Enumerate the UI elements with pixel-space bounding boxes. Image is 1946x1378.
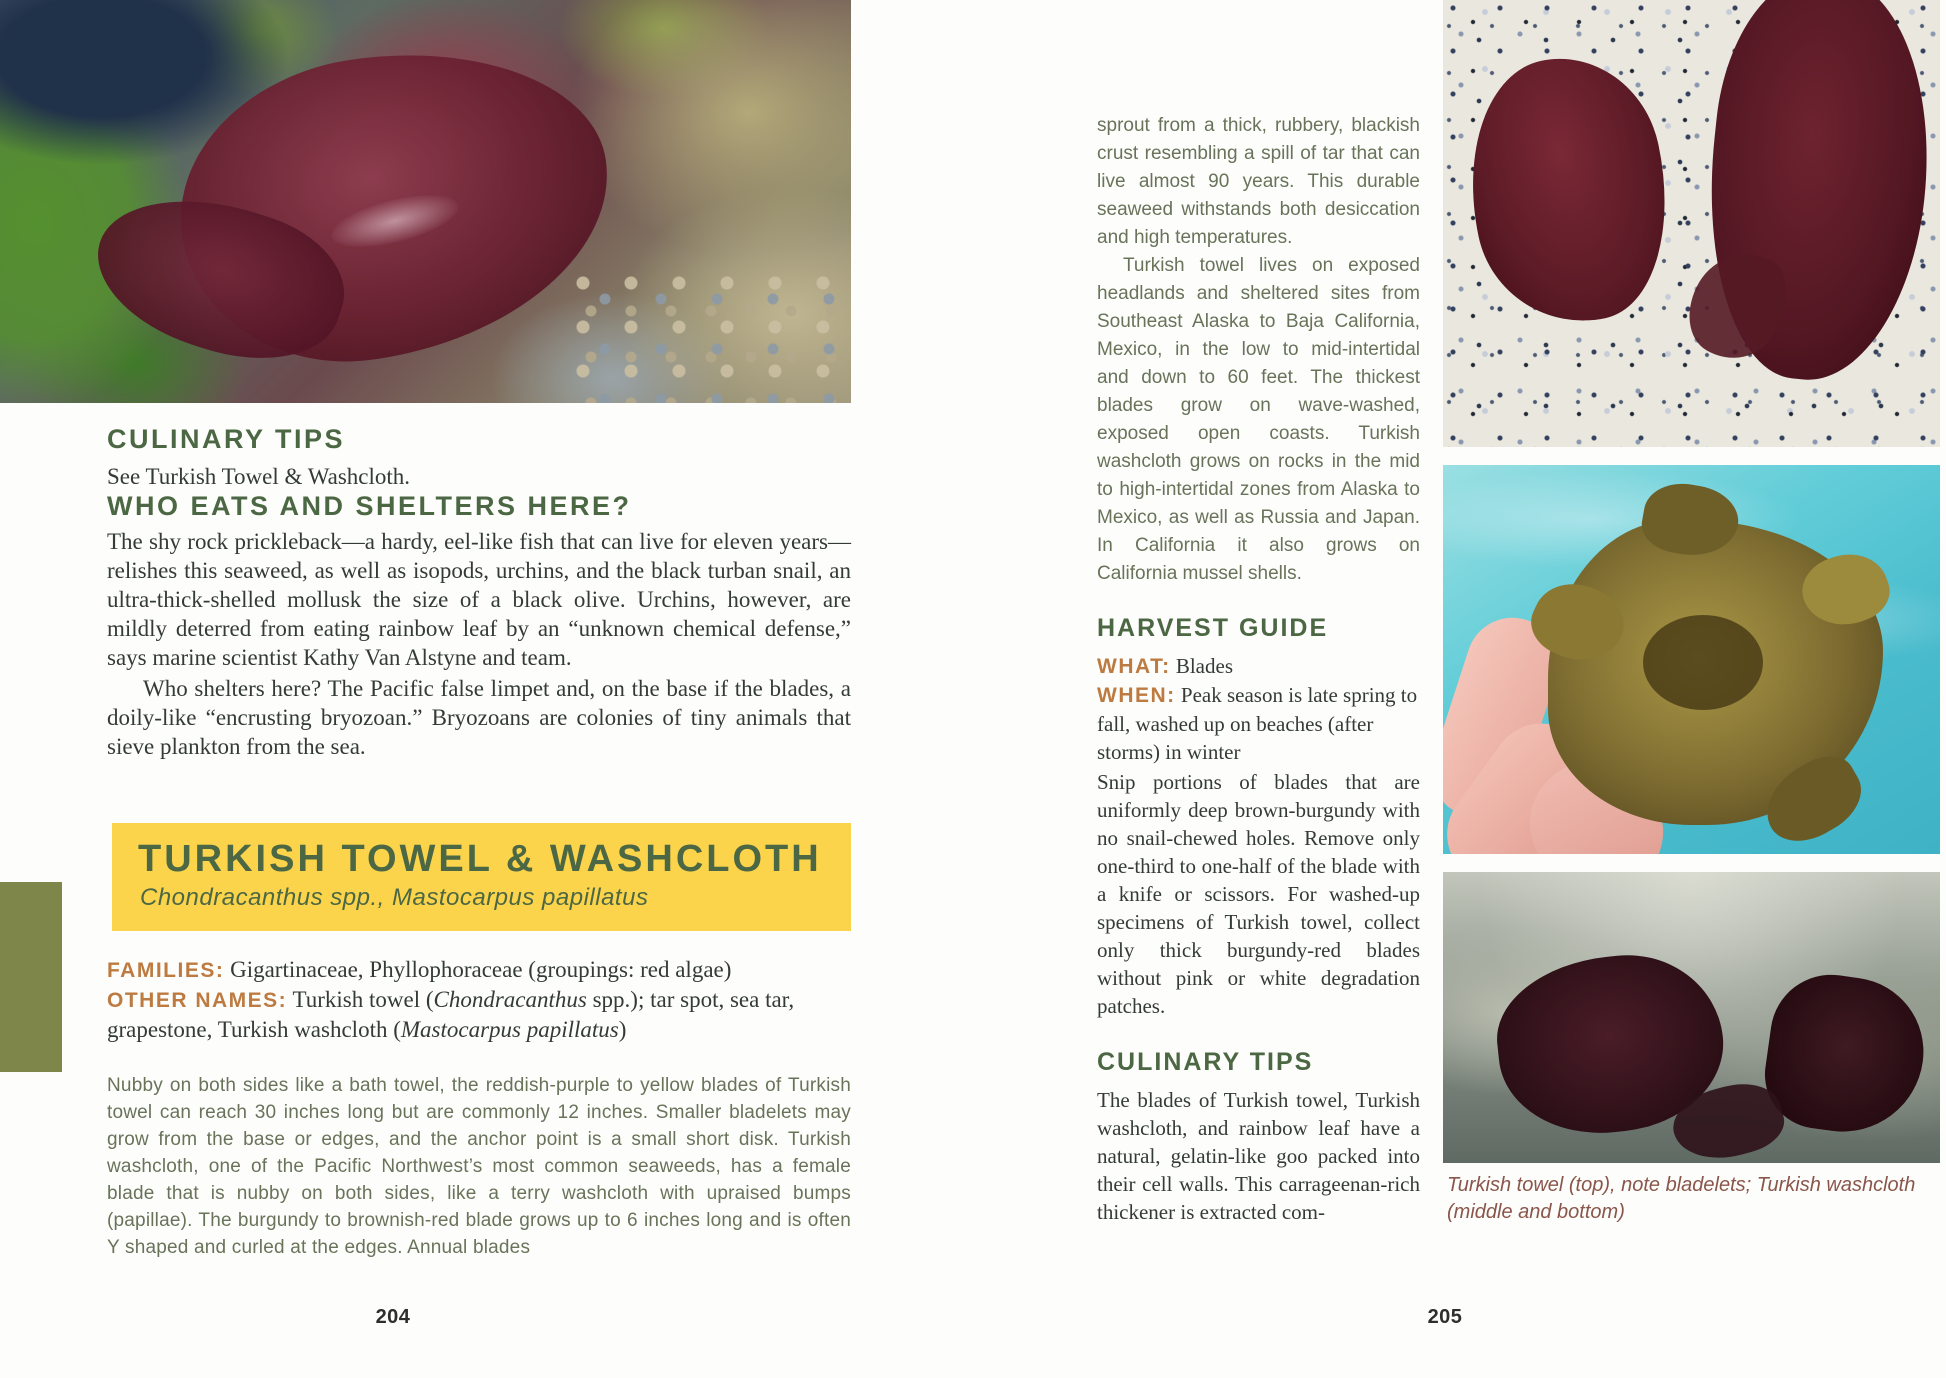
harvest-what-line xyxy=(1097,652,1420,681)
families-line xyxy=(107,955,851,985)
harvest-what-label: WHAT: xyxy=(1097,655,1171,678)
photo-rainbow-leaf-tidepool xyxy=(0,0,851,403)
harvest-what-value: Blades xyxy=(1175,654,1233,678)
species-metadata xyxy=(107,955,851,1044)
families-value: Gigartinaceae, Phyllophoraceae (groupings: red algae) xyxy=(230,957,732,982)
right-page-text-column xyxy=(1097,112,1420,1226)
photo-hand-holding-washcloth xyxy=(1443,465,1940,854)
culinary-tips-body-left: See Turkish Towel & Washcloth. xyxy=(107,464,411,489)
who-eats-paragraph-1: The shy rock prickleback—a hardy, eel-like fish that can live for eleven years—relishes this seaweed, as well as isopods, urchins, and the black turban snail, an ultra-thick-shelled mollusk the size of a black olive. Urchins, however, are mildly deterred from eating rainbow leaf by an “unknown chemical defense,” says marine scientist Kathy Van Alstyne and team. xyxy=(107,529,851,670)
who-eats-paragraph-2: Who shelters here? The Pacific false limpet and, on the base if the blades, a doily-like “encrusting bryozoan.” Bryozoans are colonies of tiny animals that sieve plankton from the sea. xyxy=(107,676,851,759)
culinary-tips-body-right: The blades of Turkish towel, Turkish washcloth, and rainbow leaf have a natural, gelatin-like goo packed into their cell walls. This carrageenan-rich thickener is extracted com- xyxy=(1097,1088,1420,1224)
chapter-side-tab xyxy=(0,882,62,1072)
heading-who-eats: WHO EATS AND SHELTERS HERE? xyxy=(107,491,632,521)
other-names-label: OTHER NAMES: xyxy=(107,989,288,1012)
left-page-text-column xyxy=(107,424,851,1261)
heading-culinary-tips-right: CULINARY TIPS xyxy=(1097,1048,1314,1076)
heading-culinary-tips-left: CULINARY TIPS xyxy=(107,424,346,454)
description-continued-2: Turkish towel lives on exposed headlands and sheltered sites from Southeast Alaska to Baja California, Mexico, in the low to mid-intertidal and down to 60 feet. The thickest blades grow on wave-washed, exposed open coasts. Turkish washcloth grows on rocks in the mid to high-intertidal zones from Alaska to Mexico, as well as Russia and Japan. In California it also grows on California mussel shells. xyxy=(1097,255,1420,584)
photo-washcloth-underwater xyxy=(1443,872,1940,1163)
harvest-when-line xyxy=(1097,681,1420,766)
harvest-guide-body: Snip portions of blades that are uniformly deep brown-burgundy with no snail-chewed holes. Remove only one-third to one-half of the blade with a knife or scissors. For washed-up specimens of Turkish towel, collect only thick burgundy-red blades without pink or white degradation patches. xyxy=(1097,770,1420,1018)
harvest-when-value: Peak season is late spring to fall, washed up on beaches (after storms) in winter xyxy=(1097,683,1418,764)
species-description: Nubby on both sides like a bath towel, the reddish-purple to yellow blades of Turkish towel can reach 30 inches long but are commonly 12 inches. Smaller bladelets may grow from the base or edges, and the anchor point is a small short disk. Turkish washcloth, one of the Pacific Northwest’s most common seaweeds, has a female blade that is nubby on both sides, like a terry washcloth with upraised bumps (papillae). The burgundy to brownish-red blade grows up to 6 inches long and is often Y shaped and curled at the edges. Annual blades xyxy=(107,1075,851,1258)
page-number-left: 204 xyxy=(375,1306,411,1328)
pebbles-texture xyxy=(571,273,851,403)
harvest-when-label: WHEN: xyxy=(1097,684,1176,707)
photo-caption: Turkish towel (top), note bladelets; Turkish washcloth (middle and bottom) xyxy=(1447,1174,1916,1223)
species-title-banner xyxy=(112,823,851,931)
heading-harvest-guide: HARVEST GUIDE xyxy=(1097,614,1329,642)
washcloth-shadow-shape xyxy=(1643,615,1763,710)
page-number-right: 205 xyxy=(1427,1306,1463,1328)
species-title: TURKISH TOWEL & WASHCLOTH xyxy=(138,838,822,880)
other-names-value: Turkish towel (Chondracanthus spp.); tar spot, sea tar, grapestone, Turkish washcloth (Mastocarpus papillatus) xyxy=(107,987,795,1042)
washcloth-blades-shape xyxy=(1758,967,1933,1142)
families-label: FAMILIES: xyxy=(107,959,225,982)
other-names-line xyxy=(107,985,851,1044)
species-latin-names: Chondracanthus spp., Mastocarpus papillatus xyxy=(140,884,649,911)
turkish-towel-blade-shape xyxy=(1446,41,1692,341)
description-continued-1: sprout from a thick, rubbery, blackish crust resembling a spill of tar that can live almost 90 years. This durable seaweed withstands both desiccation and high temperatures. xyxy=(1097,115,1420,248)
photo-turkish-towel-on-sand xyxy=(1443,0,1940,447)
